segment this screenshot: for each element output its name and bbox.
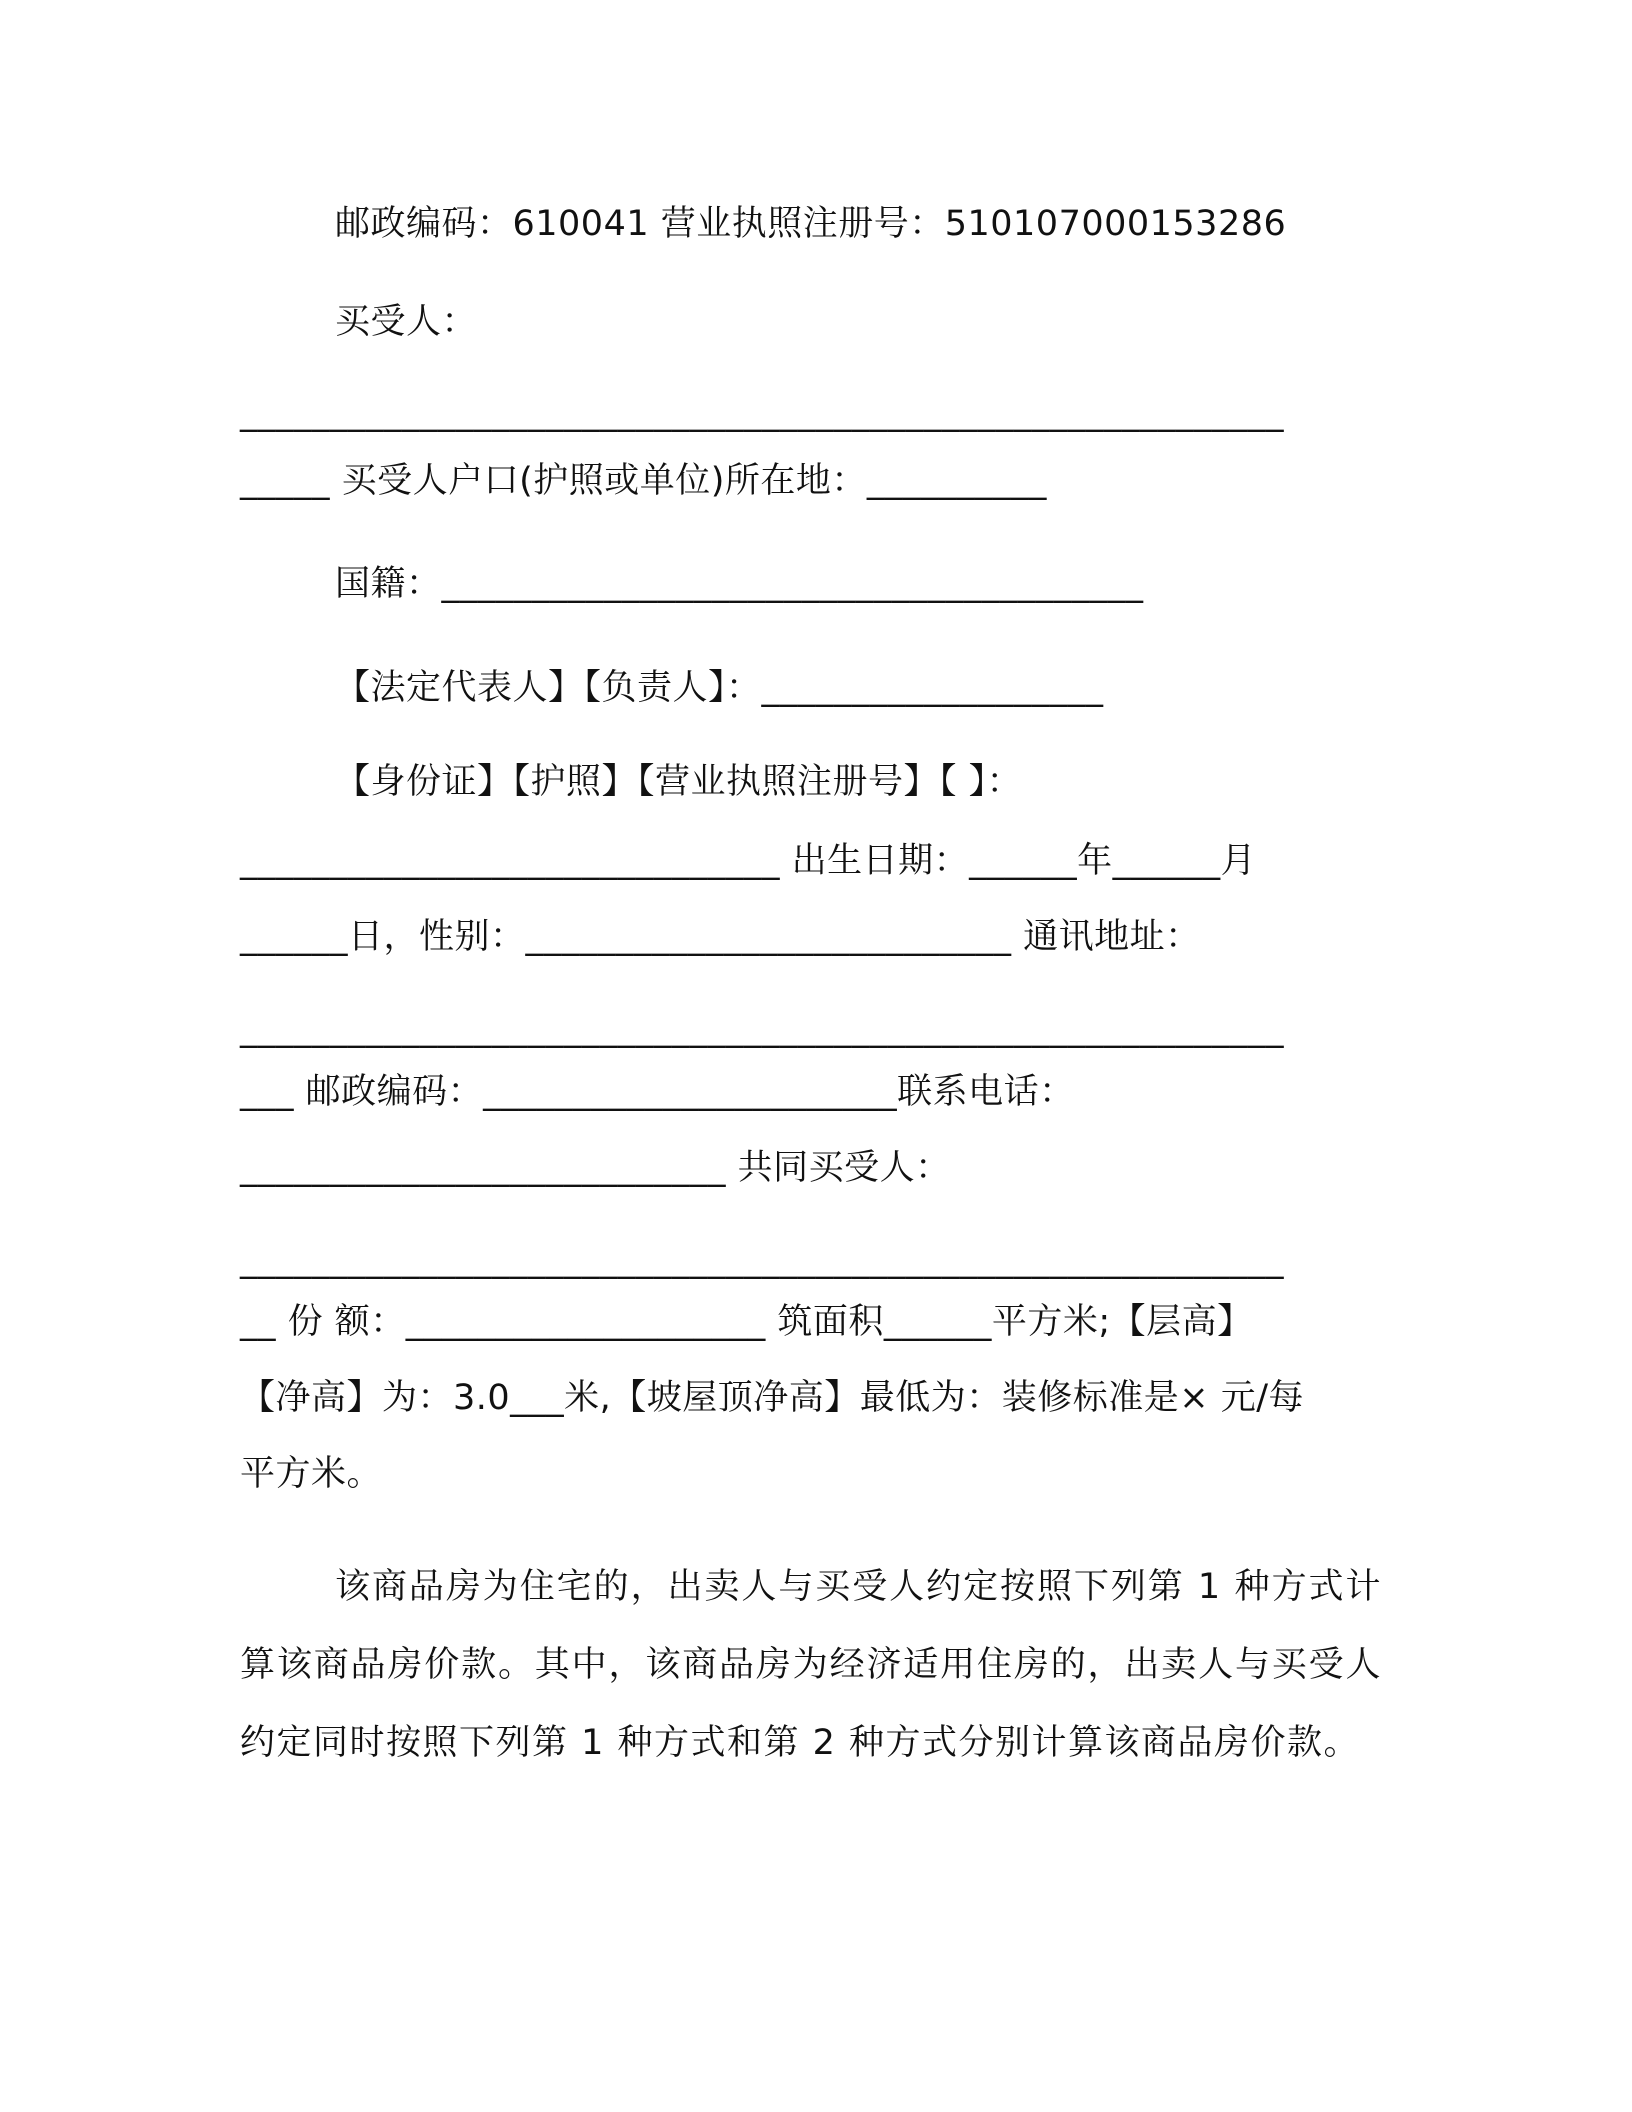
share-area-line: __ 份 额：____________________ 筑面积______平方米;【层高】 xyxy=(240,1302,1253,1342)
household-registration-line: _____ 买受人户口(护照或单位)所在地：__________ xyxy=(240,461,1047,501)
price-calculation-paragraph: 该商品房为住宅的，出卖人与买受人约定按照下列第 1 种方式计算该商品房价款。其中，该商品房为经济适用住房的，出卖人与买受人约定同时按照下列第 1 种方式和第 2 种方式分别计算该商品房价款。 xyxy=(240,1567,1382,1763)
legal-representative-line: 【法定代表人】【负责人】：___________________ xyxy=(335,668,1104,708)
nationality-line: 国籍：_______________________________________ xyxy=(335,564,1144,604)
blank-line-3: __________________________________________________________ xyxy=(240,1240,1284,1280)
postal-phone-line: ___ 邮政编码：_______________________联系电话： xyxy=(240,1072,1075,1112)
gender-address-line: ______日，性别：___________________________ 通讯地址： xyxy=(240,917,1201,957)
blank-line-2: __________________________________________________________ xyxy=(240,1009,1284,1049)
square-meter-line: 平方米。 xyxy=(240,1454,383,1494)
birth-date-line: ______________________________ 出生日期：______年______月 xyxy=(240,841,1257,881)
blank-line-1: __________________________________________________________ xyxy=(240,393,1284,433)
postal-license-line: 邮政编码：610041 营业执照注册号：510107000153286 xyxy=(335,204,1287,244)
id-type-line: 【身份证】【护照】【营业执照注册号】【 】： xyxy=(335,762,1023,802)
buyer-label: 买受人： xyxy=(335,302,478,342)
co-buyer-line: ___________________________ 共同买受人： xyxy=(240,1148,951,1188)
height-decoration-line: 【净高】为：3.0___米,【坡屋顶净高】最低为：装修标准是× 元/每 xyxy=(240,1378,1305,1418)
